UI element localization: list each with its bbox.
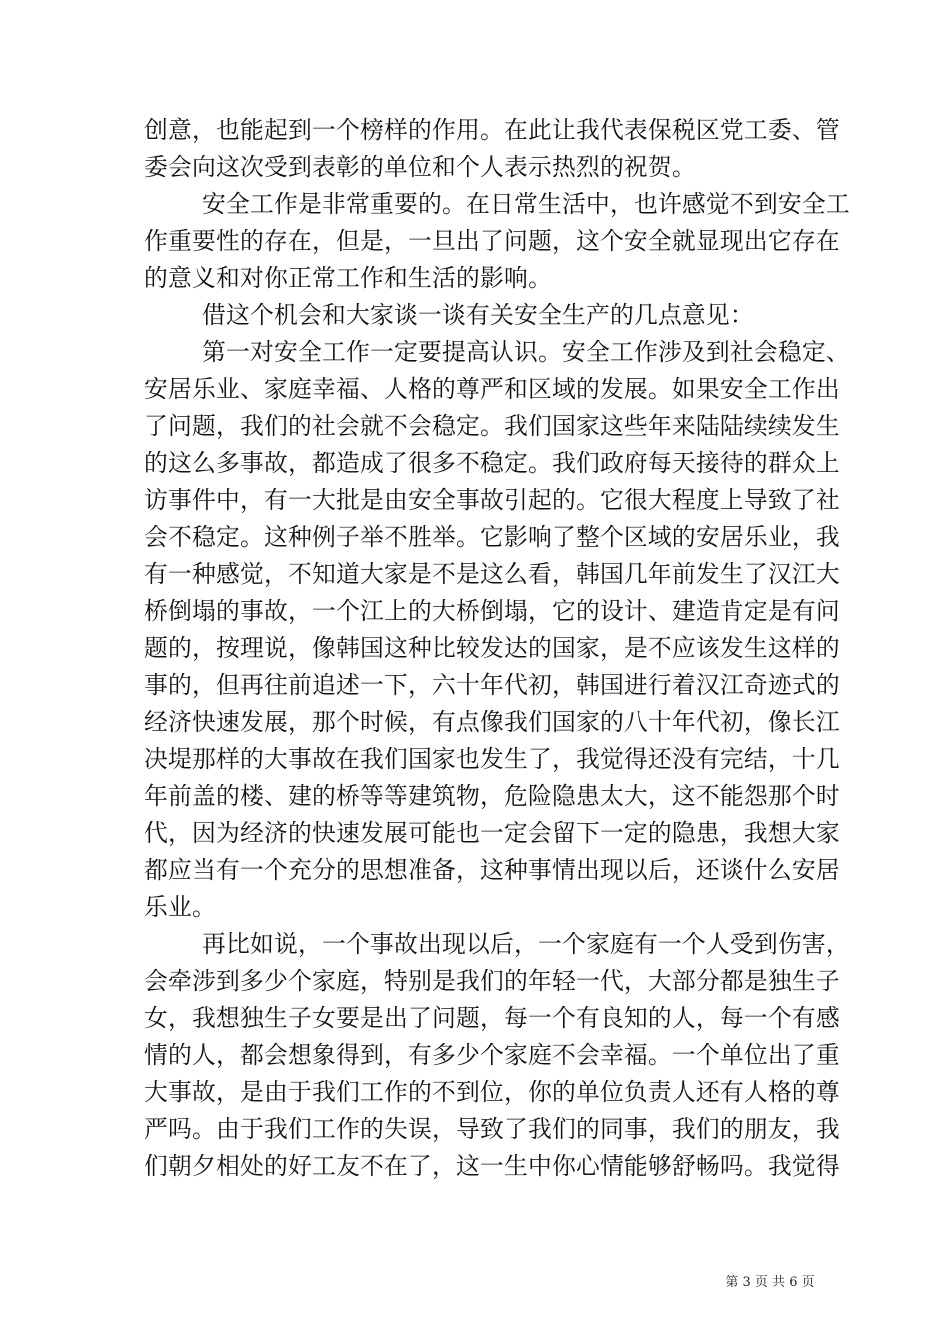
- text-line: 的这么多事故，都造成了很多不稳定。我们政府每天接待的群众上: [144, 449, 840, 477]
- text-line: 了问题，我们的社会就不会稳定。我们国家这些年来陆陆续续发生: [144, 412, 840, 440]
- text-line: 作重要性的存在，但是，一旦出了问题，这个安全就显现出它存在: [144, 227, 840, 255]
- text-line: 们朝夕相处的好工友不在了，这一生中你心情能够舒畅吗。我觉得: [144, 1152, 840, 1180]
- text-line: 女，我想独生子女要是出了问题，每一个有良知的人，每一个有感: [144, 1004, 840, 1032]
- text-line: 题的，按理说，像韩国这种比较发达的国家，是不应该发生这样的: [144, 634, 840, 662]
- text-line: 事的，但再往前追述一下，六十年代初，韩国进行着汉江奇迹式的: [144, 671, 840, 699]
- text-line: 大事故，是由于我们工作的不到位，你的单位负责人还有人格的尊: [144, 1078, 840, 1106]
- body-text: [144, 112, 850, 1185]
- page-number-footer: 第 3 页 共 6 页: [725, 1275, 815, 1290]
- text-line: 都应当有一个充分的思想准备，这种事情出现以后，还谈什么安居: [144, 856, 840, 884]
- text-line: 创意，也能起到一个榜样的作用。在此让我代表保税区党工委、管: [144, 116, 840, 144]
- text-line: 严吗。由于我们工作的失误，导致了我们的同事，我们的朋友，我: [144, 1115, 840, 1143]
- text-line: 借这个机会和大家谈一谈有关安全生产的几点意见：: [202, 301, 754, 329]
- text-line: 安全工作是非常重要的。在日常生活中，也许感觉不到安全工: [202, 190, 850, 218]
- text-line: 乐业。: [144, 893, 216, 921]
- text-line: 会牵涉到多少个家庭，特别是我们的年轻一代，大部分都是独生子: [144, 967, 840, 995]
- text-line: 的意义和对你正常工作和生活的影响。: [144, 264, 552, 292]
- text-line: 访事件中，有一大批是由安全事故引起的。它很大程度上导致了社: [144, 486, 840, 514]
- text-line: 会不稳定。这种例子举不胜举。它影响了整个区域的安居乐业，我: [144, 523, 840, 551]
- text-line: 经济快速发展，那个时候，有点像我们国家的八十年代初，像长江: [144, 708, 840, 736]
- text-line: 第一对安全工作一定要提高认识。安全工作涉及到社会稳定、: [202, 338, 850, 366]
- text-line: 再比如说，一个事故出现以后，一个家庭有一个人受到伤害，: [202, 930, 850, 958]
- text-line: 决堤那样的大事故在我们国家也发生了，我觉得还没有完结，十几: [144, 745, 840, 773]
- text-line: 情的人，都会想象得到，有多少个家庭不会幸福。一个单位出了重: [144, 1041, 840, 1069]
- text-line: 安居乐业、家庭幸福、人格的尊严和区域的发展。如果安全工作出: [144, 375, 840, 403]
- text-line: 代，因为经济的快速发展可能也一定会留下一定的隐患，我想大家: [144, 819, 840, 847]
- text-line: 有一种感觉，不知道大家是不是这么看，韩国几年前发生了汉江大: [144, 560, 840, 588]
- text-line: 桥倒塌的事故，一个江上的大桥倒塌，它的设计、建造肯定是有问: [144, 597, 840, 625]
- text-line: 委会向这次受到表彰的单位和个人表示热烈的祝贺。: [144, 153, 696, 181]
- text-line: 年前盖的楼、建的桥等等建筑物，危险隐患太大，这不能怨那个时: [144, 782, 840, 810]
